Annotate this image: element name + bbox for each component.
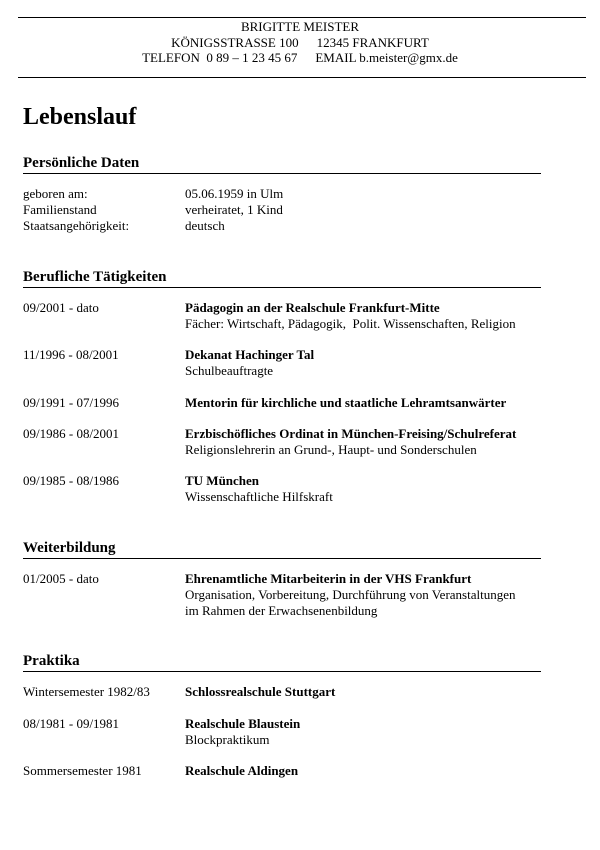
- entry-date: Wintersemester 1982/83: [23, 684, 150, 699]
- section-career: [23, 268, 541, 505]
- entry-description: Organisation, Vorbereitung, Durchführung von Veranstaltungen: [185, 587, 516, 602]
- entry-date: 09/2001 - dato: [23, 300, 99, 315]
- entry-description: Fächer: Wirtschaft, Pädagogik, Polit. Wissenschaften, Religion: [185, 316, 516, 331]
- entry-organization: Mentorin für kirchliche und staatliche Lehramtsanwärter: [185, 395, 507, 410]
- street: KÖNIGSSTRASSE 100: [171, 34, 299, 50]
- personal-label: Familienstand: [23, 202, 97, 217]
- entry-organization: Erzbischöfliches Ordinat in München-Freising/Schulreferat: [185, 426, 517, 441]
- personal-row: [23, 202, 541, 218]
- personal-label: Staatsangehörigkeit:: [23, 218, 130, 233]
- entry-description-line2: im Rahmen der Erwachsenenbildung: [185, 603, 378, 618]
- internship-entry: [23, 684, 541, 700]
- career-entry: [23, 473, 541, 505]
- applicant-name: BRIGITTE MEISTER: [240, 19, 360, 34]
- letterhead: [0, 19, 600, 66]
- personal-label: geboren am:: [23, 186, 88, 201]
- entry-date: 09/1986 - 08/2001: [23, 426, 120, 441]
- entry-description: Wissenschaftliche Hilfskraft: [185, 489, 333, 504]
- personal-value: 05.06.1959 in Ulm: [185, 186, 284, 201]
- career-entry: [23, 426, 541, 458]
- personal-row: [23, 186, 541, 202]
- email: EMAIL b.meister@gmx.de: [315, 50, 458, 65]
- header-bottom-rule: [18, 77, 586, 78]
- entry-date: 01/2005 - dato: [23, 571, 99, 586]
- entry-date: Sommersemester 1981: [23, 763, 142, 778]
- entry-organization: Ehrenamtliche Mitarbeiterin in der VHS Frankfurt: [185, 571, 472, 586]
- address-line: [0, 35, 600, 51]
- further-entries: [23, 571, 541, 619]
- entry-description: Schulbeauftragte: [185, 363, 274, 378]
- entry-organization: Pädagogin an der Realschule Frankfurt-Mitte: [185, 300, 440, 315]
- career-entries: [23, 300, 541, 505]
- section-heading-personal: Persönliche Daten: [23, 154, 541, 174]
- section-further-education: [23, 539, 541, 619]
- entry-organization: Realschule Blaustein: [185, 716, 301, 731]
- further-entry: [23, 571, 541, 619]
- personal-row: [23, 218, 541, 234]
- entry-date: 08/1981 - 09/1981: [23, 716, 120, 731]
- entry-date: 11/1996 - 08/2001: [23, 347, 119, 362]
- entry-description: Blockpraktikum: [185, 732, 270, 747]
- personal-rows: [23, 186, 541, 234]
- section-personal: [23, 154, 541, 234]
- entry-date: 09/1991 - 07/1996: [23, 395, 120, 410]
- page-title: Lebenslauf: [23, 104, 137, 130]
- entry-organization: Realschule Aldingen: [185, 763, 299, 778]
- header-top-rule: [18, 17, 586, 18]
- personal-value: deutsch: [185, 218, 225, 233]
- city: 12345 FRANKFURT: [316, 34, 429, 50]
- entry-organization: Dekanat Hachinger Tal: [185, 347, 315, 362]
- internship-entry: [23, 763, 541, 779]
- section-heading-career: Berufliche Tätigkeiten: [23, 268, 541, 288]
- career-entry: [23, 395, 541, 411]
- phone: TELEFON 0 89 – 1 23 45 67: [142, 50, 298, 65]
- career-entry: [23, 300, 541, 332]
- contact-line: [0, 50, 600, 66]
- internship-entries: [23, 684, 541, 779]
- entry-description: Religionslehrerin an Grund-, Haupt- und Sonderschulen: [185, 442, 477, 457]
- section-internships: [23, 652, 541, 779]
- section-heading-further: Weiterbildung: [23, 539, 541, 559]
- section-heading-internships: Praktika: [23, 652, 541, 672]
- entry-date: 09/1985 - 08/1986: [23, 473, 120, 488]
- entry-organization: TU München: [185, 473, 260, 488]
- internship-entry: [23, 716, 541, 748]
- career-entry: [23, 347, 541, 379]
- entry-organization: Schlossrealschule Stuttgart: [185, 684, 336, 699]
- personal-value: verheiratet, 1 Kind: [185, 202, 283, 217]
